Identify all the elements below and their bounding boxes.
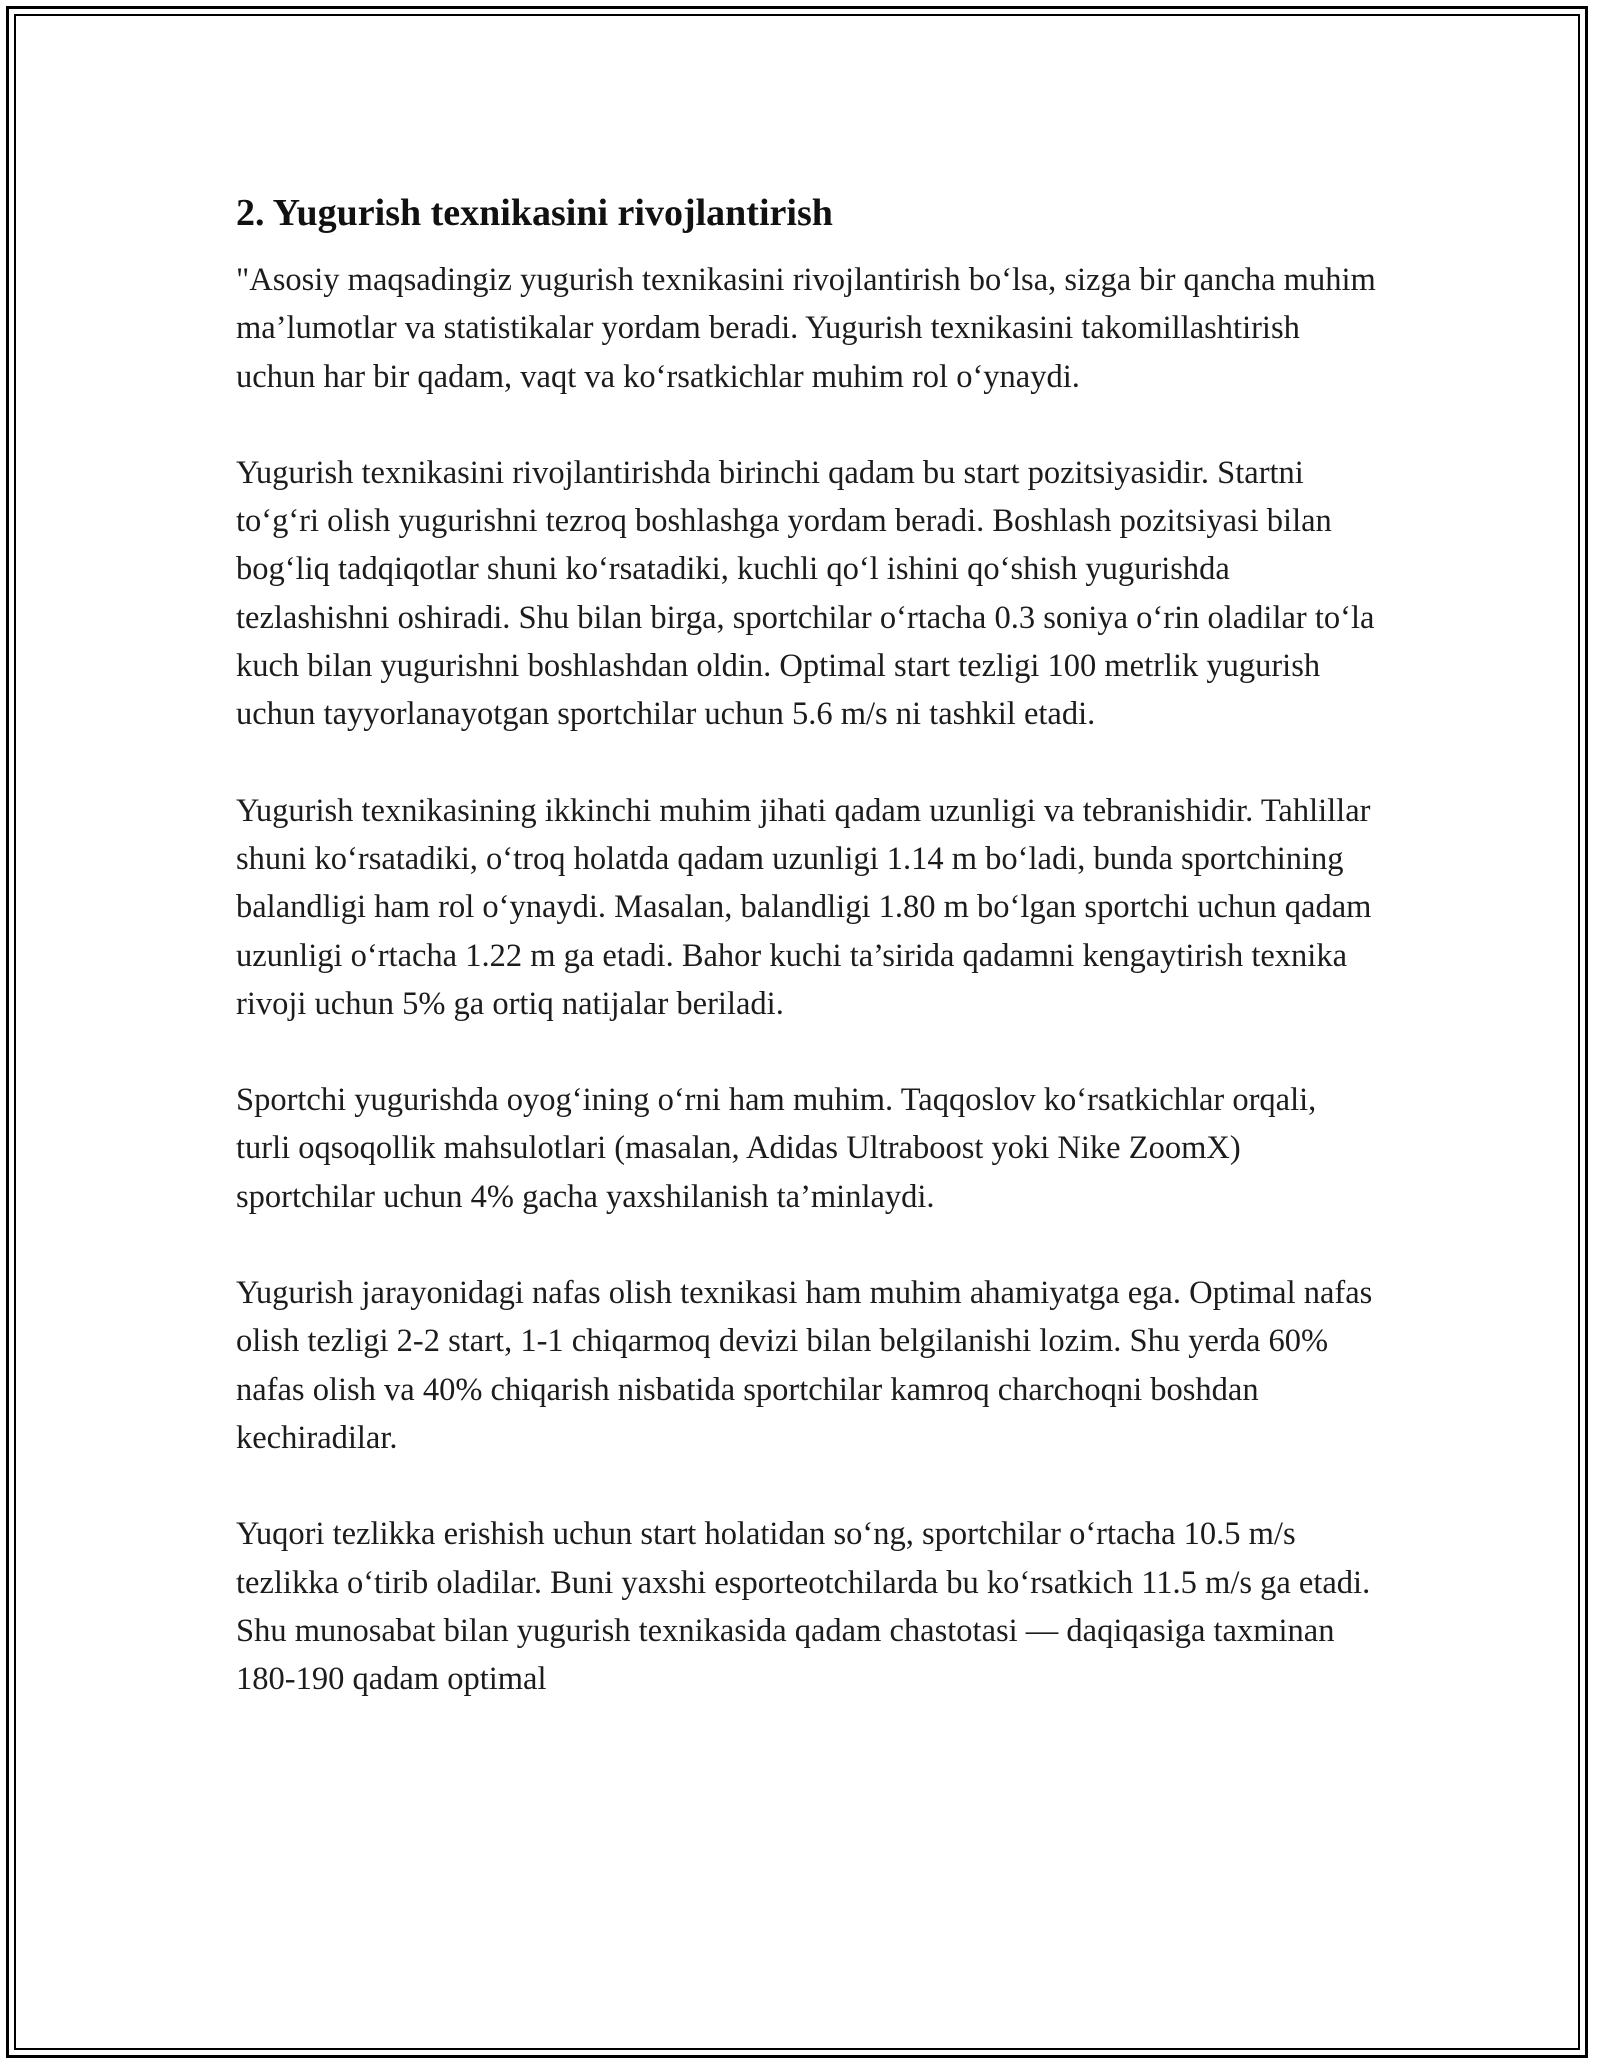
- paragraph-stride-length: Yugurish texnikasining ikkinchi muhim jihati qadam uzunligi va tebranishidir. Tahlillar shuni ko‘rsatadiki, o‘troq holatda qadam uzunligi 1.14 m bo‘ladi, bunda sportchining balandligi ham rol o‘ynaydi. Masalan, balandligi 1.80 m bo‘lgan sportchi uchun qadam uzunligi o‘rtacha 1.22 m ga etadi. Bahor kuchi ta’sirida qadamni kengaytirish texnika rivoji uchun 5% ga ortiq natijalar beriladi.: [236, 792, 1372, 1022]
- paragraph-footwear: Sportchi yugurishda oyog‘ining o‘rni ham muhim. Taqqoslov ko‘rsatkichlar orqali, turli oqsoqollik mahsulotlari (masalan, Adidas Ultraboost yoki Nike ZoomX) sportchilar uchun 4% gacha yaxshilanish ta’minlaydi.: [236, 1082, 1317, 1215]
- paragraph-top-speed: Yuqori tezlikka erishish uchun start holatidan so‘ng, sportchilar o‘rtacha 10.5 m/s tezlikka o‘tirib oladilar. Buni yaxshi esporteotchilarda bu ko‘rsatkich 11.5 m/s ga etadi. Shu munosabat bilan yugurish texnikasida qadam chastotasi — daqiqasiga taxminan 180-190 qadam optimal: [236, 1516, 1371, 1698]
- section-heading: 2. Yugurish texnikasini rivojlantirish: [236, 192, 833, 234]
- paragraph-breathing: Yugurish jarayonidagi nafas olish texnikasi ham muhim ahamiyatga ega. Optimal nafas olish tezligi 2-2 start, 1-1 chiqarmoq devizi bilan belgilanishi lozim. Shu yerda 60% nafas olish va 40% chiqarish nisbatida sportchilar kamroq charchoqni boshdan kechiradilar.: [236, 1275, 1373, 1456]
- document-body: [236, 186, 1376, 1751]
- paragraph-intro: "Asosiy maqsadingiz yugurish texnikasini rivojlantirish bo‘lsa, sizga bir qancha muhim ma’lumotlar va statistikalar yordam beradi. Yugurish texnikasini takomillashtirish uchun har bir qadam, vaqt va ko‘rsatkichlar muhim rol o‘ynaydi.: [236, 262, 1376, 395]
- paragraph-start-position: Yugurish texnikasini rivojlantirishda birinchi qadam bu start pozitsiyasidir. Startni to‘g‘ri olish yugurishni tezroq boshlashga yordam beradi. Boshlash pozitsiyasi bilan bog‘liq tadqiqotlar shuni ko‘rsatadiki, kuchli qo‘l ishini qo‘shish yugurishda tezlashishni oshiradi. Shu bilan birga, sportchilar o‘rtacha 0.3 soniya o‘rin oladilar to‘la kuch bilan yugurishni boshlashdan oldin. Optimal start tezligi 100 metrlik yugurish uchun tayyorlanayotgan sportchilar uchun 5.6 m/s ni tashkil etadi.: [236, 454, 1375, 733]
